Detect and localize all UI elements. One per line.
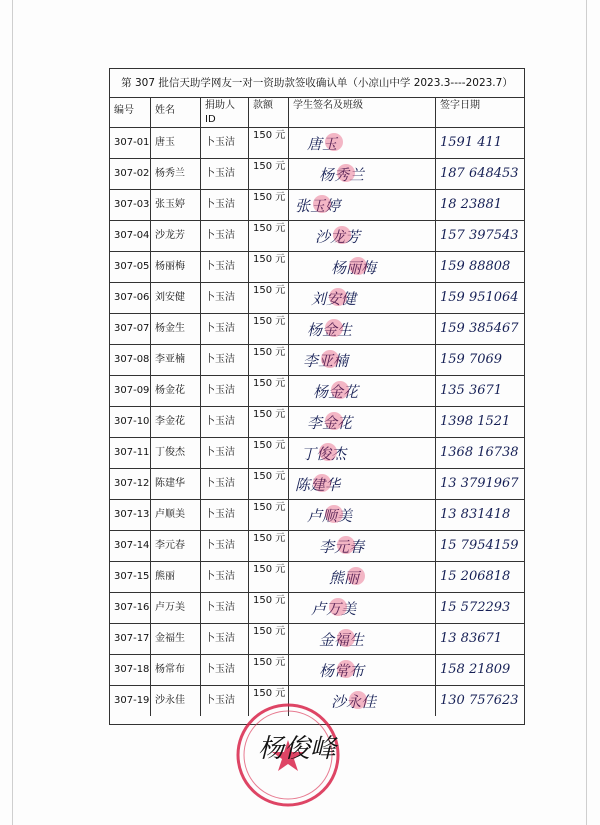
cell-donor: 卜玉洁 [201, 406, 249, 437]
student-signature: 杨金生 [307, 321, 353, 339]
cell-date [436, 468, 526, 499]
cell-amount: 150 元 [249, 437, 289, 468]
cell-donor: 卜玉洁 [201, 592, 249, 623]
cell-amount: 150 元 [249, 158, 289, 189]
student-signature: 沙龙芳 [315, 228, 361, 246]
student-signature: 唐玉 [307, 135, 338, 153]
cell-id: 307-16 [110, 592, 151, 623]
page-edge-right [586, 0, 587, 825]
handwritten-date: 159 88808 [440, 259, 511, 274]
header-name: 姓名 [151, 97, 201, 127]
cell-id: 307-03 [110, 189, 151, 220]
cell-amount: 150 元 [249, 530, 289, 561]
student-signature: 刘安健 [311, 290, 357, 308]
thumbprint-mark [337, 660, 355, 678]
thumbprint-mark [325, 412, 343, 430]
student-signature: 卢万美 [311, 600, 357, 618]
handwritten-date: 1368 16738 [440, 445, 519, 460]
cell-donor: 卜玉洁 [201, 189, 249, 220]
cell-signature [289, 282, 436, 313]
principal-signature: 杨俊峰 [258, 734, 337, 764]
thumbprint-mark [325, 505, 343, 523]
cell-donor: 卜玉洁 [201, 561, 249, 592]
handwritten-date: 159 385467 [440, 321, 519, 336]
cell-name: 杨金花 [151, 375, 201, 406]
header-id: 编号 [110, 97, 151, 127]
handwritten-date: 1591 411 [440, 135, 503, 150]
cell-name: 金福生 [151, 623, 201, 654]
table-header [110, 97, 524, 128]
student-signature: 张玉婷 [295, 197, 341, 215]
cell-date [436, 189, 526, 220]
student-signature: 金福生 [319, 631, 365, 649]
cell-signature [289, 251, 436, 282]
cell-donor: 卜玉洁 [201, 220, 249, 251]
table-row [110, 251, 524, 283]
thumbprint-mark [337, 164, 355, 182]
thumbprint-mark [319, 443, 337, 461]
thumbprint-mark [325, 319, 343, 337]
cell-name: 李金花 [151, 406, 201, 437]
handwritten-date: 159 7069 [440, 352, 503, 367]
cell-amount: 150 元 [249, 189, 289, 220]
cell-id: 307-06 [110, 282, 151, 313]
thumbprint-mark [325, 133, 343, 151]
cell-amount: 150 元 [249, 468, 289, 499]
table-row [110, 437, 524, 469]
thumbprint-mark [347, 567, 365, 585]
cell-signature [289, 623, 436, 654]
cell-date [436, 375, 526, 406]
student-signature: 李亚楠 [303, 352, 349, 370]
student-signature: 沙永佳 [331, 693, 377, 711]
cell-signature [289, 561, 436, 592]
cell-date [436, 220, 526, 251]
cell-amount: 150 元 [249, 344, 289, 375]
cell-name: 李亚楠 [151, 344, 201, 375]
thumbprint-mark [331, 381, 349, 399]
cell-date [436, 282, 526, 313]
cell-date [436, 685, 526, 716]
cell-signature [289, 189, 436, 220]
student-signature: 杨秀兰 [319, 166, 365, 184]
thumbprint-mark [313, 195, 331, 213]
student-signature: 杨丽梅 [331, 259, 377, 277]
thumbprint-mark [313, 474, 331, 492]
cell-signature [289, 406, 436, 437]
cell-signature [289, 127, 436, 158]
cell-date [436, 158, 526, 189]
thumbprint-mark [337, 629, 355, 647]
cell-name: 杨秀兰 [151, 158, 201, 189]
handwritten-date: 13 3791967 [440, 476, 519, 491]
cell-date [436, 530, 526, 561]
cell-name: 丁俊杰 [151, 437, 201, 468]
cell-donor: 卜玉洁 [201, 344, 249, 375]
cell-name: 沙龙芳 [151, 220, 201, 251]
table-title: 第 307 批信天助学网友一对一资助款签收确认单（小凉山中学 2023.3----2023.7） [110, 69, 524, 98]
handwritten-date: 158 21809 [440, 662, 511, 677]
cell-donor: 卜玉洁 [201, 468, 249, 499]
cell-amount: 150 元 [249, 685, 289, 716]
cell-id: 307-01 [110, 127, 151, 158]
student-signature: 陈建华 [295, 476, 341, 494]
cell-signature [289, 158, 436, 189]
table-row [110, 499, 524, 531]
table-row [110, 158, 524, 190]
header-donor: 捐助人ID [201, 97, 249, 127]
handwritten-date: 18 23881 [440, 197, 503, 212]
cell-name: 唐玉 [151, 127, 201, 158]
table-row [110, 654, 524, 686]
header-date: 签字日期 [440, 100, 480, 111]
cell-name: 杨丽梅 [151, 251, 201, 282]
table-row [110, 623, 524, 655]
cell-name: 卢万美 [151, 592, 201, 623]
thumbprint-mark [337, 536, 355, 554]
cell-date [436, 344, 526, 375]
student-signature: 丁俊杰 [301, 445, 347, 463]
table-row [110, 375, 524, 407]
cell-signature [289, 313, 436, 344]
student-signature: 杨常布 [319, 662, 365, 680]
student-signature: 熊丽 [329, 569, 360, 587]
cell-donor: 卜玉洁 [201, 158, 249, 189]
cell-date [436, 623, 526, 654]
cell-signature [289, 592, 436, 623]
handwritten-date: 15 7954159 [440, 538, 519, 553]
cell-amount: 150 元 [249, 592, 289, 623]
cell-id: 307-07 [110, 313, 151, 344]
cell-id: 307-08 [110, 344, 151, 375]
header-signature: 学生签名及班级 [289, 97, 436, 127]
thumbprint-mark [349, 691, 367, 709]
handwritten-date: 15 572293 [440, 600, 511, 615]
cell-amount: 150 元 [249, 313, 289, 344]
page-edge-left [12, 0, 13, 825]
cell-id: 307-12 [110, 468, 151, 499]
thumbprint-mark [321, 350, 339, 368]
cell-name: 杨金生 [151, 313, 201, 344]
cell-amount: 150 元 [249, 220, 289, 251]
thumbprint-mark [329, 598, 347, 616]
table-row [110, 220, 524, 252]
cell-date [436, 127, 526, 158]
cell-donor: 卜玉洁 [201, 623, 249, 654]
cell-amount: 150 元 [249, 127, 289, 158]
cell-date [436, 437, 526, 468]
table-row [110, 282, 524, 314]
cell-date [436, 499, 526, 530]
cell-name: 卢顺美 [151, 499, 201, 530]
cell-amount: 150 元 [249, 561, 289, 592]
cell-id: 307-09 [110, 375, 151, 406]
cell-amount: 150 元 [249, 654, 289, 685]
cell-name: 杨常布 [151, 654, 201, 685]
handwritten-date: 13 83671 [440, 631, 503, 646]
handwritten-date: 13 831418 [440, 507, 511, 522]
cell-donor: 卜玉洁 [201, 499, 249, 530]
cell-id: 307-19 [110, 685, 151, 716]
cell-id: 307-15 [110, 561, 151, 592]
cell-donor: 卜玉洁 [201, 313, 249, 344]
cell-name: 陈建华 [151, 468, 201, 499]
thumbprint-mark [333, 226, 351, 244]
cell-donor: 卜玉洁 [201, 437, 249, 468]
cell-date [436, 251, 526, 282]
cell-id: 307-04 [110, 220, 151, 251]
cell-date [436, 592, 526, 623]
cell-name: 熊丽 [151, 561, 201, 592]
cell-signature [289, 437, 436, 468]
cell-signature [289, 344, 436, 375]
receipt-table [109, 68, 525, 725]
cell-id: 307-11 [110, 437, 151, 468]
table-row [110, 592, 524, 624]
student-signature: 杨金花 [313, 383, 359, 401]
student-signature: 李元春 [319, 538, 365, 556]
cell-signature [289, 375, 436, 406]
cell-id: 307-10 [110, 406, 151, 437]
cell-id: 307-18 [110, 654, 151, 685]
cell-date [436, 406, 526, 437]
cell-signature [289, 654, 436, 685]
table-row [110, 189, 524, 221]
cell-signature [289, 499, 436, 530]
cell-signature [289, 530, 436, 561]
cell-date [436, 654, 526, 685]
cell-amount: 150 元 [249, 375, 289, 406]
handwritten-date: 157 397543 [440, 228, 519, 243]
table-row [110, 468, 524, 500]
cell-date [436, 313, 526, 344]
thumbprint-mark [329, 288, 347, 306]
handwritten-date: 187 648453 [440, 166, 519, 181]
handwritten-date: 159 951064 [440, 290, 519, 305]
cell-donor: 卜玉洁 [201, 654, 249, 685]
cell-donor: 卜玉洁 [201, 530, 249, 561]
cell-date [436, 561, 526, 592]
table-row [110, 127, 524, 159]
cell-id: 307-05 [110, 251, 151, 282]
cell-amount: 150 元 [249, 623, 289, 654]
handwritten-date: 15 206818 [440, 569, 511, 584]
cell-name: 沙永佳 [151, 685, 201, 716]
cell-amount: 150 元 [249, 251, 289, 282]
cell-name: 张玉婷 [151, 189, 201, 220]
handwritten-date: 135 3671 [440, 383, 503, 398]
table-row [110, 344, 524, 376]
cell-amount: 150 元 [249, 282, 289, 313]
handwritten-date: 130 757623 [440, 693, 519, 708]
cell-donor: 卜玉洁 [201, 127, 249, 158]
cell-id: 307-14 [110, 530, 151, 561]
cell-signature [289, 220, 436, 251]
cell-amount: 150 元 [249, 499, 289, 530]
table-row [110, 406, 524, 438]
cell-id: 307-17 [110, 623, 151, 654]
student-signature: 李金花 [307, 414, 353, 432]
cell-id: 307-02 [110, 158, 151, 189]
cell-signature [289, 468, 436, 499]
thumbprint-mark [349, 257, 367, 275]
cell-id: 307-13 [110, 499, 151, 530]
cell-donor: 卜玉洁 [201, 251, 249, 282]
student-signature: 卢顺美 [307, 507, 353, 525]
table-row [110, 313, 524, 345]
cell-name: 刘安健 [151, 282, 201, 313]
cell-donor: 卜玉洁 [201, 685, 249, 716]
cell-name: 李元春 [151, 530, 201, 561]
cell-amount: 150 元 [249, 406, 289, 437]
handwritten-date: 1398 1521 [440, 414, 511, 429]
cell-donor: 卜玉洁 [201, 282, 249, 313]
table-row [110, 530, 524, 562]
cell-donor: 卜玉洁 [201, 375, 249, 406]
table-row [110, 561, 524, 593]
header-amount: 款额 [249, 97, 289, 127]
